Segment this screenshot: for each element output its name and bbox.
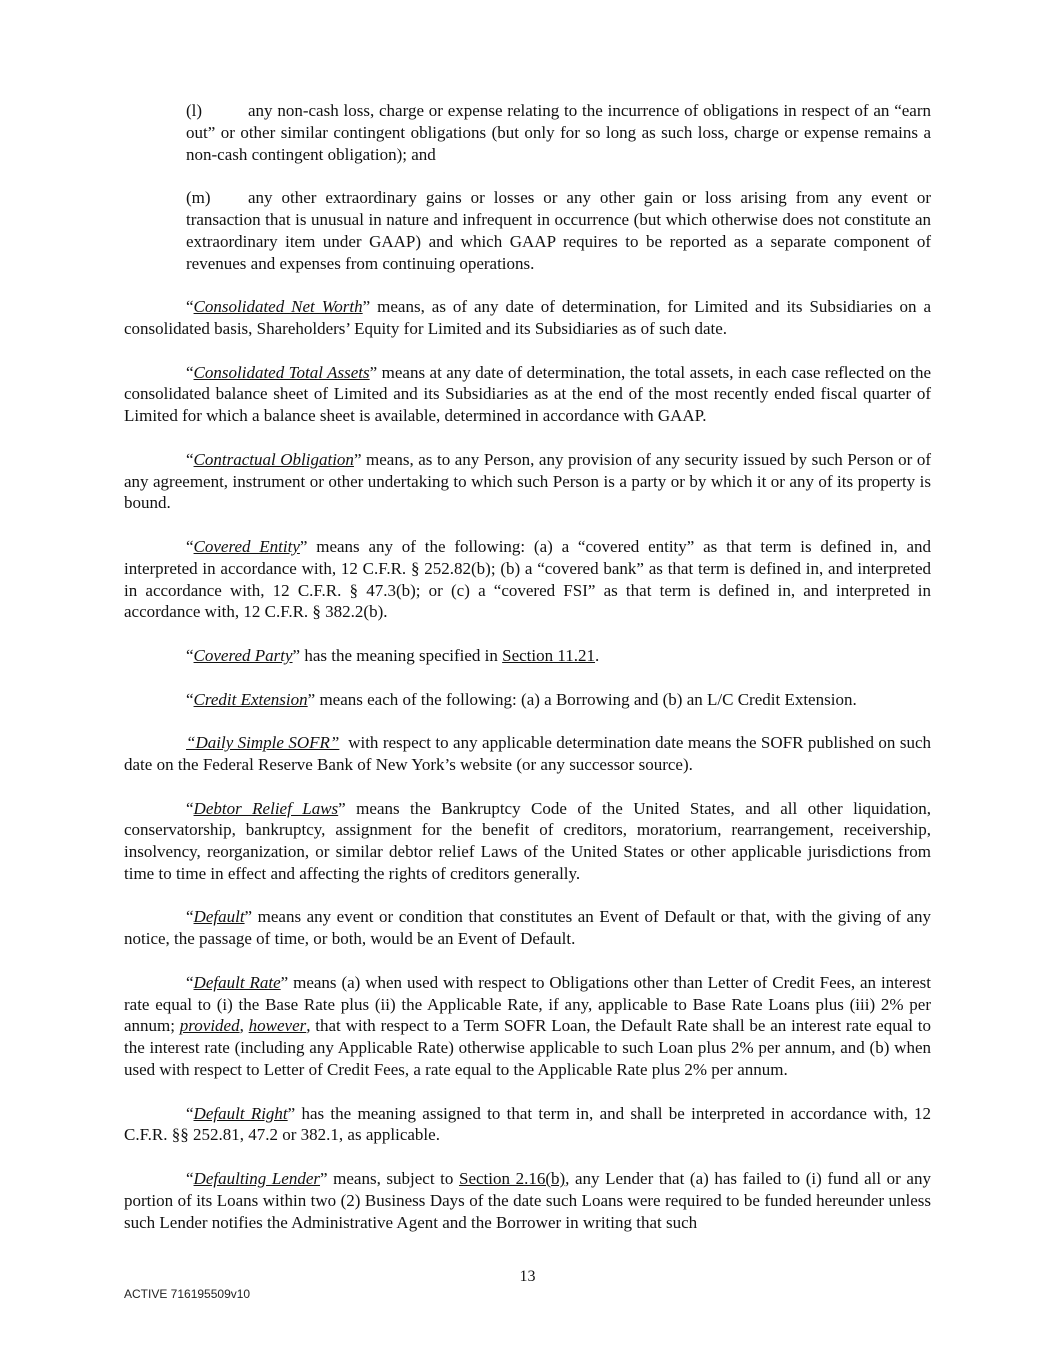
definition-default-rate: “Default Rate” means (a) when used with respect to Obligations other than Letter of Credit Fees, an interest rate equal to (i) the Base Rate plus (ii) the Applicable Rate, if any, applicable to Base Rate Loans plus (iii) 2% per annum; provided, however, that with respect to a Term SOFR Loan, the Default Rate shall be an interest rate equal to the interest rate (including any Applicable Rate) otherwise applicable to such Loan plus 2% per annum, and (b) when used with respect to Letter of Credit Fees, a rate equal to the Applicable Rate plus 2% per annum. — [124, 972, 932, 1080]
defined-term: Consolidated Total Assets — [193, 362, 370, 382]
definition-text: ” means any event or condition that constitutes an Event of Default or that, with the giving of any notice, the passage of time, or both, would be an Event of Default. — [124, 907, 931, 949]
definition-text: ” means, as of any date of determination, for Limited and its Subsidiaries on a consolidated basis, Shareholders’ Equity for Limited and its Subsidiaries as of such date. — [124, 297, 931, 338]
definition-covered-entity: “Covered Entity” means any of the following: (a) a “covered entity” as that term is defined in, and interpreted in accordance with, 12 C.F.R. § 252.82(b); (b) a “covered bank” as that term is defined in, and interpreted in accordance with, 12 C.F.R. § 47.3(b); or (c) a “covered FSI” as that term is defined in, and interpreted in accordance with, 12 C.F.R. § 382.2(b). — [124, 536, 932, 622]
defined-term: Default — [193, 907, 245, 927]
document-footer-id: ACTIVE 716195509v10 — [124, 1287, 251, 1301]
section-reference: Section 2.16(b) — [458, 1169, 566, 1189]
definition-text: ” has the meaning specified in — [292, 645, 503, 665]
definition-debtor-relief-laws: “Debtor Relief Laws” means the Bankruptcy Code of the United States, and all other liquidation, conservatorship, bankruptcy, assignment for the benefit of creditors, moratorium, rearrangement, receivership, insolvency, reorganization, or similar debtor relief Laws of the United States or other applicable jurisdictions from time to time in effect and affecting the rights of creditors generally. — [124, 798, 931, 883]
defined-term: Default Rate — [193, 972, 281, 992]
definition-consolidated-total-assets: “Consolidated Total Assets” means at any date of determination, the total assets, in each case reflected on the consolidated balance sheet of Limited and its Subsidiaries as at the end of the most recently ended fiscal quarter of Limited for which a balance sheet is available, determined in accordance with GAAP. — [124, 362, 932, 426]
proviso-word: provided — [179, 1016, 240, 1036]
definition-defaulting-lender: “Defaulting Lender” means, subject to Section 2.16(b), any Lender that (a) has failed to (i) fund all or any portion of its Loans within two (2) Business Days of the date such Loans were required to be funded hereunder unless such Lender notifies the Administrative Agent and the Borrower in writing that such — [124, 1169, 931, 1232]
clause-text: any other extraordinary gains or losses or any other gain or loss arising from any event or transaction that is unusual in nature and infrequent in occurrence (but which otherwise does not constitute an extraordinary item under GAAP) and which GAAP requires to be reported as a separate component of revenues and expenses from continuing operations. — [186, 188, 931, 273]
clause-l — [186, 100, 931, 165]
clause-label: (l) — [186, 101, 203, 120]
clause-label: (m) — [186, 188, 211, 208]
defined-term: Debtor Relief Laws — [193, 798, 339, 818]
definition-text: ” means at any date of determination, the total assets, in each case reflected on the consolidated balance sheet of Limited and its Subsidiaries as at the end of the most recently ended fiscal quarter of Limited for which a balance sheet is available, determined in accordance with GAAP. — [124, 362, 932, 426]
definition-text: ” means, subject to — [320, 1169, 459, 1189]
defined-term: Covered Party — [193, 645, 293, 665]
definition-credit-extension: “Credit Extension” means each of the following: (a) a Borrowing and (b) an L/C Credit Extension. — [186, 689, 857, 709]
definition-daily-simple-sofr — [124, 732, 936, 776]
clause-m — [186, 187, 931, 274]
definition-contractual-obligation: “Contractual Obligation” means, as to any Person, any provision of any security issued by such Person or of any agreement, instrument or other undertaking to which such Person is a party or by which it or any of its property is bound. — [124, 449, 931, 513]
definition-default: “Default” means any event or condition that constitutes an Event of Default or that, with the giving of any notice, the passage of time, or both, would be an Event of Default. — [124, 907, 931, 949]
clause-text: any non-cash loss, charge or expense relating to the incurrence of obligations in respect of an “earn out” or other similar contingent obligations (but only for so long as such loss, charge or expense remains a non-cash contingent obligation); and — [186, 101, 931, 164]
definition-text: ” means, as to any Person, any provision of any security issued by such Person or of any agreement, instrument or other undertaking to which such Person is a party or by which it or any of its property is bound. — [124, 449, 931, 513]
defined-term: Consolidated Net Worth — [193, 297, 363, 317]
definition-text: with respect to any applicable determination date means the SOFR published on such date on the Federal Reserve Bank of New York’s website (or any successor source). — [124, 733, 936, 774]
definition-default-right: “Default Right” has the meaning assigned to that term in, and shall be interpreted in accordance with, 12 C.F.R. §§ 252.81, 47.2 or 382.1, as applicable. — [124, 1103, 931, 1145]
definition-text: ” means any of the following: (a) a “covered entity” as that term is defined in, and interpreted in accordance with, 12 C.F.R. § 252.82(b); (b) a “covered bank” as that term is defined in, and interpreted in accordance with, 12 C.F.R. § 47.3(b); or (c) a “covered FSI” as that term is defined in, and interpreted in accordance with, 12 C.F.R. § 382.2(b). — [124, 536, 932, 622]
proviso-word: however — [248, 1016, 307, 1036]
defined-term: “Daily Simple SOFR” — [186, 733, 340, 753]
defined-term: Credit Extension — [193, 689, 308, 709]
defined-term: Covered Entity — [193, 536, 300, 556]
definition-text: ” has the meaning assigned to that term in, and shall be interpreted in accordance with, 12 C.F.R. §§ 252.81, 47.2 or 382.1, as applicable. — [124, 1103, 931, 1145]
definition-text: ” means each of the following: (a) a Borrowing and (b) an L/C Credit Extension. — [307, 689, 857, 709]
defined-term: Contractual Obligation — [193, 449, 354, 469]
defined-term: Default Right — [193, 1103, 288, 1123]
definition-text: ” means (a) when used with respect to Obligations other than Letter of Credit Fees, an interest rate equal to (i) the Base Rate plus (ii) the Applicable Rate, if any, applicable to Base Rate Loans plus (iii) 2% per annum; — [124, 972, 931, 1036]
defined-term: Defaulting Lender — [193, 1169, 321, 1189]
document-body — [124, 100, 936, 1233]
definition-consolidated-net-worth: “Consolidated Net Worth” means, as of any date of determination, for Limited and its Subsidiaries on a consolidated basis, Shareholders’ Equity for Limited and its Subsidiaries as of such date. — [124, 297, 931, 338]
definition-text: ” means the Bankruptcy Code of the United States, and all other liquidation, conservatorship, bankruptcy, assignment for the benefit of creditors, moratorium, rearrangement, receivership, insolvency, reorganization, or similar debtor relief Laws of the United States or other applicable jurisdictions from time to time in effect and affecting the rights of creditors generally. — [124, 798, 931, 883]
definition-covered-party: “Covered Party” has the meaning specified in Section 11.21. — [186, 645, 600, 665]
page-number: 13 — [519, 1268, 536, 1285]
section-reference: Section 11.21 — [502, 645, 596, 665]
